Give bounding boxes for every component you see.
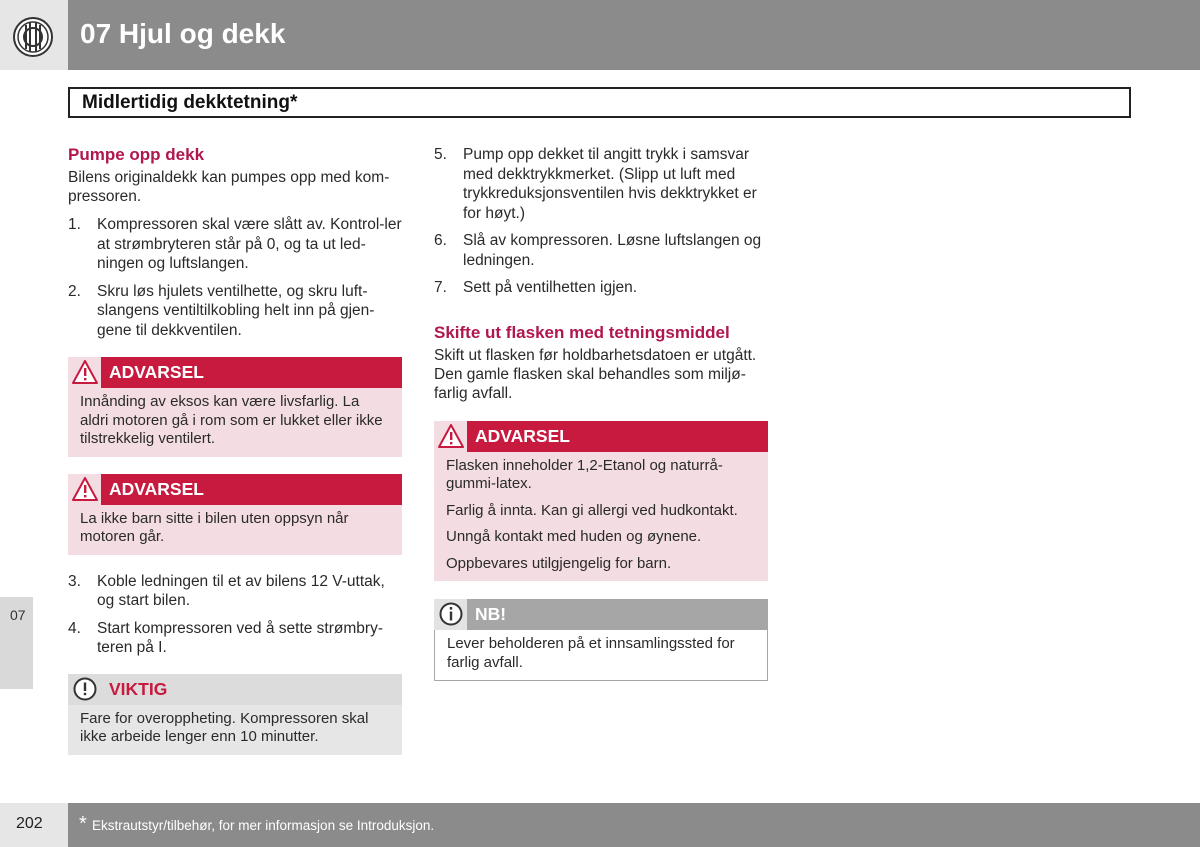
intro-pump: Bilens originaldekk kan pumpes opp med kom-pressoren. [68, 169, 390, 205]
note-box [434, 599, 768, 681]
subheading-replace-bottle: Skifte ut flasken med tetningsmiddel [434, 322, 730, 342]
warning-text: Unngå kontakt med huden og øynene. [446, 528, 702, 545]
chapter-side-tab [0, 597, 33, 689]
list-item [434, 145, 768, 223]
step-text: Koble ledningen til et av bilens 12 V-uttak, og start bilen. [97, 572, 385, 609]
list-item [434, 278, 768, 298]
warning-text: Farlig å innta. Kan gi allergi ved hudkontakt. [446, 501, 738, 519]
step-number: 2. [68, 282, 81, 300]
steps-list-a [68, 215, 402, 340]
section-title-box [68, 87, 1131, 118]
list-item [68, 572, 402, 611]
warning-body [68, 388, 402, 457]
warning-triangle-icon [72, 360, 98, 384]
footnote-star: * [79, 813, 87, 835]
step-number: 5. [434, 146, 447, 163]
warning-triangle-icon [438, 424, 464, 448]
warning-header [68, 357, 402, 388]
steps-list-b [68, 572, 402, 658]
step-number: 1. [68, 216, 81, 233]
side-tab-label: 07 [10, 607, 26, 623]
exclamation-circle-icon [72, 677, 98, 701]
step-number: 3. [68, 572, 81, 590]
tire-icon [13, 17, 53, 57]
page-number: 202 [16, 815, 43, 832]
step-text: Skru løs hjulets ventilhette, og skru luft-slangens ventiltilkobling helt inn på gjen-gene til dekkventilen. [97, 282, 375, 339]
note-body [434, 630, 768, 681]
important-body [68, 705, 402, 755]
warning-text: Innånding av eksos kan være livsfarlig. La aldri motoren gå i rom som er lukket eller ikke tilstrekkelig ventilert. [80, 393, 383, 447]
list-item [434, 231, 768, 270]
warning-text: La ikke barn sitte i bilen uten oppsyn når motoren går. [80, 509, 349, 545]
steps-list-c [434, 145, 768, 298]
step-number: 4. [68, 619, 81, 637]
step-text: Slå av kompressoren. Løsne luftslangen og ledningen. [463, 232, 762, 269]
important-header [68, 674, 402, 705]
warning-box [68, 474, 402, 555]
step-text: Sett på ventilhetten igjen. [463, 279, 638, 296]
important-text: Fare for overoppheting. Kompressoren skal ikke arbeide lenger enn 10 minutter. [80, 709, 369, 745]
middle-column [434, 145, 768, 681]
warning-header [68, 474, 402, 505]
chapter-title: 07 Hjul og dekk [80, 18, 286, 49]
note-label: NB! [475, 604, 507, 624]
left-column [68, 145, 402, 755]
list-item [68, 619, 402, 658]
warning-text: Flasken inneholder 1,2-Etanol og naturrå-gummi-latex. [446, 456, 723, 492]
warning-label: ADVARSEL [475, 425, 570, 446]
step-number: 7. [434, 279, 447, 296]
note-text: Lever beholderen på et innsamlingssted for farlig avfall. [447, 635, 735, 671]
warning-box [434, 421, 768, 582]
warning-label: ADVARSEL [109, 362, 204, 382]
footer-bar [68, 803, 1200, 847]
intro-replace-bottle: Skift ut flasken før holdbarhetsdatoen er utgått. Den gamle flasken skal behandles som miljø-farlig avfall. [434, 346, 757, 402]
page-number-box [0, 803, 68, 847]
step-text: Pump opp dekket til angitt trykk i samsvar med dekktrykkmerket. (Slipp ut luft med trykkreduksjonsventilen hvis dekktrykket er for høyt.) [463, 146, 757, 222]
list-item [68, 215, 402, 274]
header-icon-box [0, 0, 68, 70]
subheading-pump: Pumpe opp dekk [68, 145, 205, 164]
warning-body [68, 505, 402, 555]
footnote-text: Ekstrautstyr/tilbehør, for mer informasjon se Introduksjon. [92, 818, 435, 833]
warning-text: Oppbevares utilgjengelig for barn. [446, 554, 672, 572]
info-icon [438, 602, 464, 626]
warning-body [434, 452, 768, 582]
header-bar [68, 0, 1200, 70]
warning-header [434, 421, 768, 452]
list-item [68, 282, 402, 341]
warning-label: ADVARSEL [109, 478, 204, 499]
important-label: VIKTIG [109, 678, 168, 699]
warning-triangle-icon [72, 477, 98, 501]
step-number: 6. [434, 232, 447, 249]
note-header [434, 599, 768, 630]
section-title: Midlertidig dekktetning* [82, 92, 298, 113]
important-box [68, 674, 402, 755]
step-text: Start kompressoren ved å sette strømbry-teren på I. [97, 619, 383, 656]
warning-box [68, 357, 402, 457]
step-text: Kompressoren skal være slått av. Kontrol-ler at strømbryteren står på 0, og ta ut led-ningen og luftslangen. [97, 216, 402, 272]
